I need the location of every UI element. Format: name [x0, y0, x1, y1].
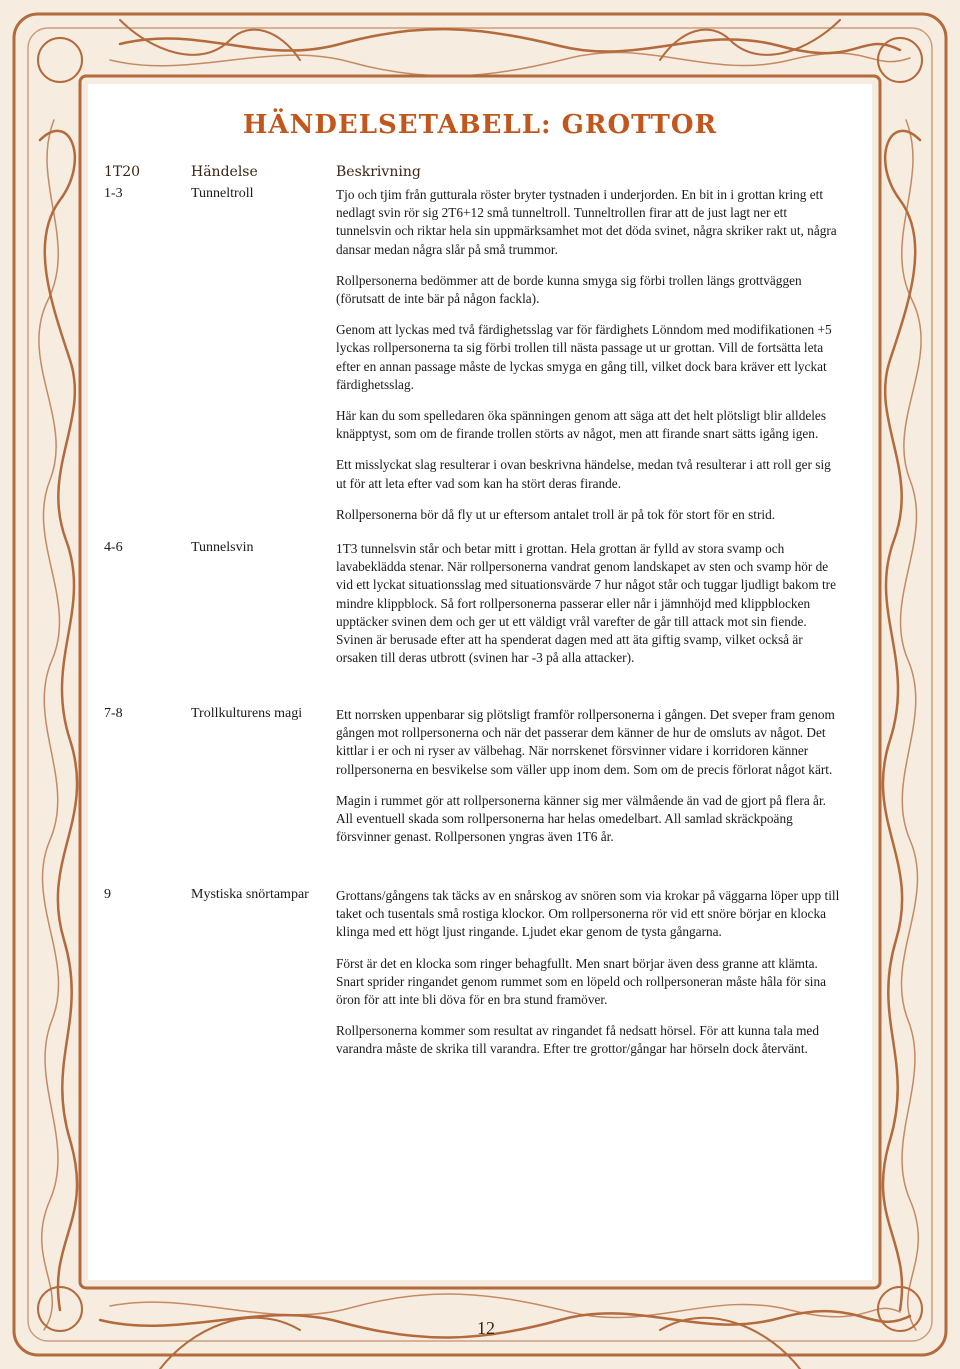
- page-title: HÄNDELSETABELL: GROTTOR: [242, 110, 718, 140]
- row-description: [336, 540, 842, 680]
- paragraph: Rollpersonerna kommer som resultat av ringandet få nedsatt hörsel. För att kunna tala med varandra måste de skrika till varandra. Efter tre grottor/gångar har hörseln dock återvänt.: [336, 1023, 819, 1057]
- row-description: [336, 887, 842, 1072]
- row-roll: 9: [104, 887, 111, 902]
- paragraph: Genom att lyckas med två färdighetsslag var för färdighets Lönndom med modifikationen +5 lyckas rollpersonerna ta sig förbi trollen till nästa passage ut ur grottan. Vill de fortsätta leta efter en annan passage måste de lyckas smyga en gång till, vilket dock bara kräver ett lyckat färdighetsslag.: [336, 322, 832, 392]
- paragraph: Grottans/gångens tak täcks av en snårskog av snören som via krokar på väggarna löper upp till taket och tusentals små rostiga klockor. Om rollpersonerna rör vid ett snöre börjar en klocka klinga med ett högt ljust ringande. Ljudet ekar genom de tysta gångarna.: [336, 888, 840, 940]
- paragraph: Tjo och tjim från gutturala röster bryter tystnaden i underjorden. En bit in i grottan kring ett nedlagt svin rör sig 2T6+12 små tunneltroll. Tunneltrollen firar att de just lagt ner ett tunnelsvin och riktar hela sin uppmärksamhet mot det döda svinet, några skriker rakt ut, några dansar medan några slår på små trummor.: [336, 187, 837, 257]
- row-description: [336, 186, 842, 537]
- row-roll: 4-6: [104, 540, 123, 555]
- paragraph: Rollpersonerna bör då fly ut ur eftersom antalet troll är på tok för stort för en strid.: [336, 506, 776, 522]
- paragraph: Här kan du som spelledaren öka spänningen genom att säga att det helt plötsligt blir alldeles knäpptyst, som om de firande trollen störts av något, men att firande snart sätts igång igen.: [336, 408, 827, 442]
- row-roll: 1-3: [104, 186, 123, 201]
- row-roll: 7-8: [104, 706, 123, 721]
- header-event: Händelse: [191, 164, 258, 180]
- header-description: Beskrivning: [336, 164, 421, 180]
- paragraph: Först är det en klocka som ringer behagfullt. Men snart börjar även dess granne att klämta. Snart sprider ringandet genom rummet som en löpeld och rollpersoneran måste hâla för sina öron för att inte bli döva för en bra stund framöver.: [336, 955, 826, 1008]
- paragraph: Magin i rummet gör att rollpersonerna känner sig mer välmående än vad de gjort på flera år. All eventuell skada som rollpersonerna har helas omedelbart. All samlad skräckpoäng försvinner genast. Rollpersonen yngras även 1T6 år.: [336, 792, 826, 845]
- paragraph: Rollpersonerna bedömmer att de borde kunna smyga sig förbi trollen längs grottväggen (förutsatt de inte bär på någon fackla).: [336, 272, 802, 307]
- header-roll: 1T20: [104, 164, 141, 180]
- row-event: Tunnelsvin: [191, 540, 254, 555]
- row-event: Mystiska snörtampar: [191, 887, 309, 902]
- row-event: Tunneltroll: [191, 186, 254, 201]
- paragraph: Ett norrsken uppenbarar sig plötsligt framför rollpersonerna i gången. Det sveper fram genom gången mot rollpersonerna och när det passerar dem känner de hur de omsluts av något. Det kittlar i er och ni ryser av välbehag. När norrskenet försvinner vidare i korridoren känner rollpersonerna en besvikelse som väller upp inom dem. Som om de precis förlorat något kärt.: [336, 707, 835, 777]
- page-number: 12: [477, 1318, 495, 1338]
- row-description: [336, 706, 842, 859]
- paragraph: Ett misslyckat slag resulterar i ovan beskrivna händelse, medan två resulterar i att roll ger sig ut för att leta efter vad som kan ha stört deras firande.: [336, 457, 831, 491]
- paragraph: 1T3 tunnelsvin står och betar mitt i grottan. Hela grottan är fylld av stora svamp och lavabeklädda stenar. När rollpersonerna vandrat genom landskapet av sten och svamp hör de vid ett lyckat situationsslag med situationsvärde 7 hur något står och tuggar ljudligt bakom tre mindre klippblock. Så fort rollpersonerna passerar eller når i jämnhöjd med klippblocken upptäcker svinen dem och ger ut ett väldigt vrål varefter de går till attack mot sin fiende. Svinen är berusade efter att ha spenderat dagen med att äta giftig svamp, vilket också är orsaken till deras utbrott (svinen har -3 på alla attacker).: [336, 541, 837, 666]
- row-event: Trollkulturens magi: [191, 706, 303, 721]
- content-page: [88, 84, 872, 1280]
